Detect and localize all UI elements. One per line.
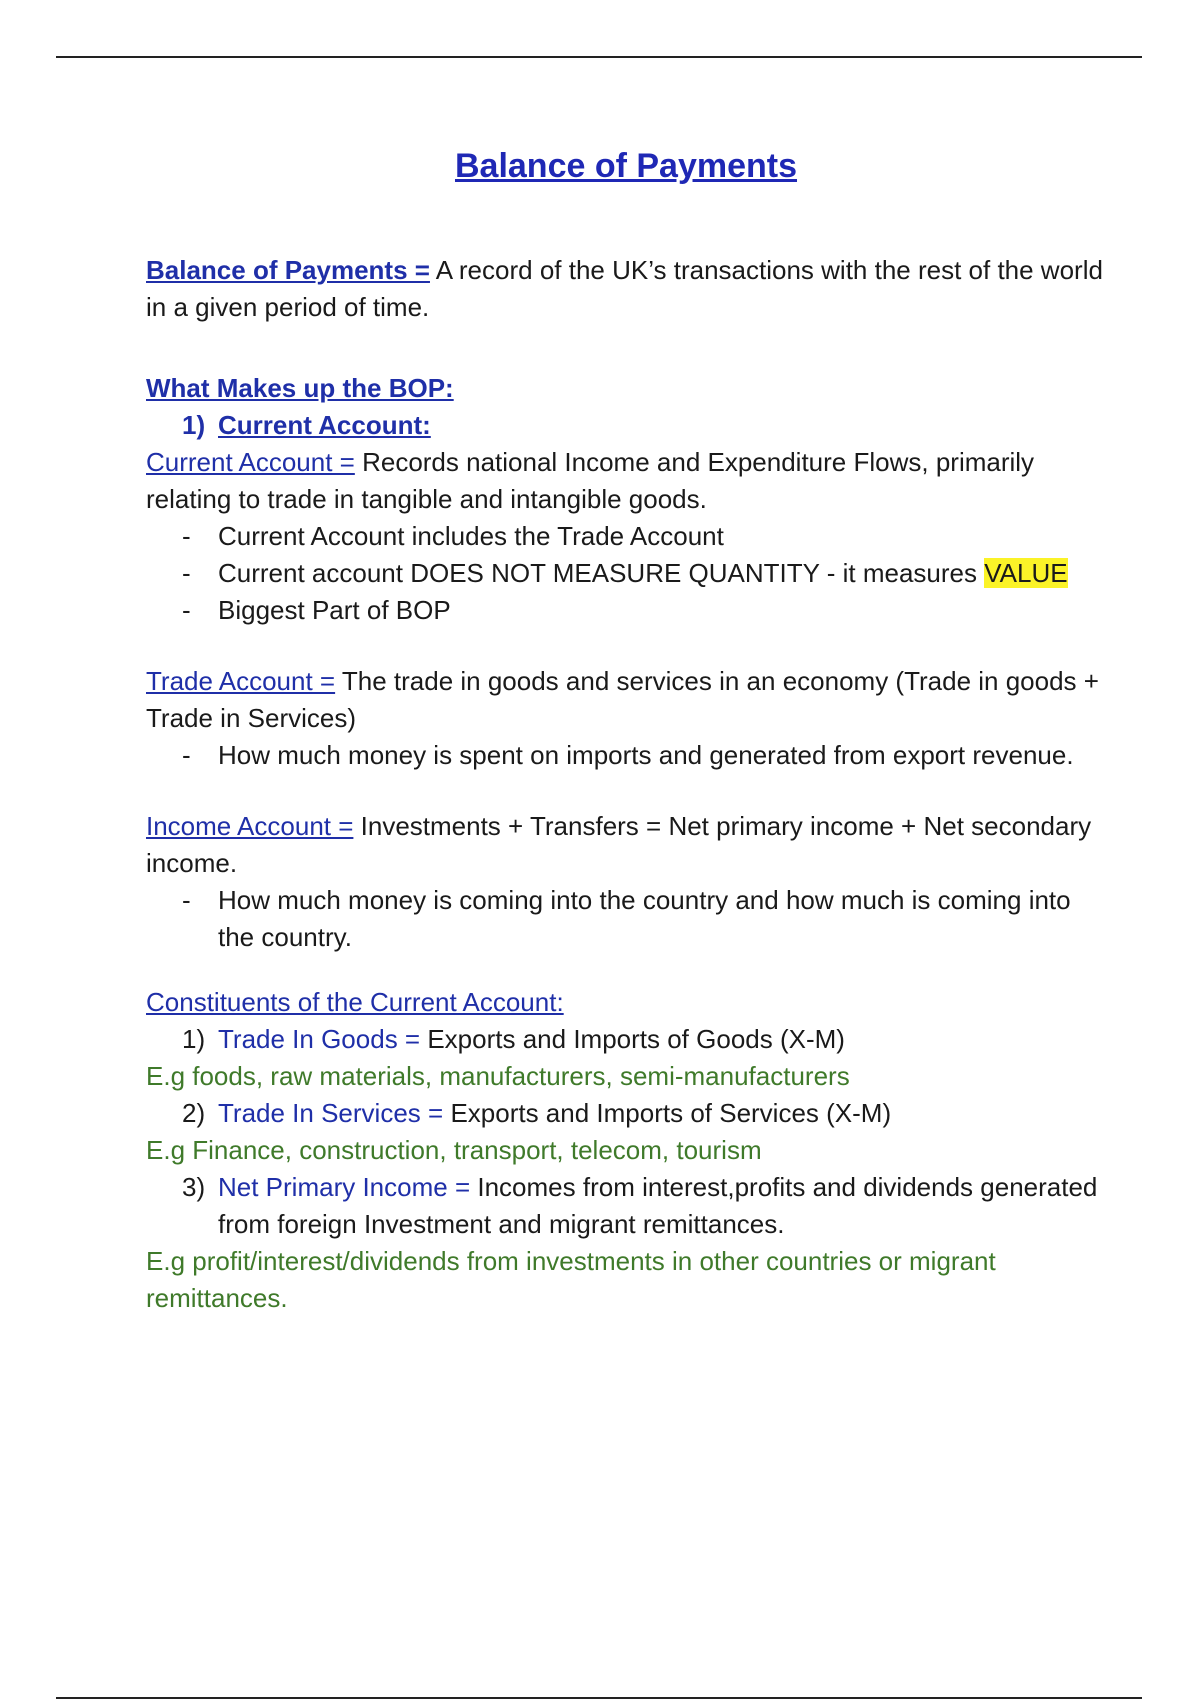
list-item xyxy=(146,592,1106,629)
income-account-text: Investments + Transfers = Net primary income + Net secondary income. xyxy=(146,811,1092,878)
constituent-number: 2) xyxy=(182,1098,206,1128)
bullet-text xyxy=(218,555,1106,592)
page-title: Balance of Payments xyxy=(454,147,798,185)
list-item xyxy=(146,737,1106,774)
constituent-term: Trade In Goods = xyxy=(218,1024,421,1054)
trade-account-text: The trade in goods and services in an economy (Trade in goods + Trade in Services) xyxy=(146,666,1099,733)
current-account-text: Records national Income and Expenditure Flows, primarily relating to trade in tangible and intangible goods. xyxy=(146,447,1035,514)
constituents-heading: Constituents of the Current Account: xyxy=(146,987,564,1017)
trade-account-definition xyxy=(146,663,1106,737)
bullet-dash: - xyxy=(182,740,191,770)
value-highlight: VALUE xyxy=(984,558,1068,588)
bullet-dash: - xyxy=(182,595,191,625)
list-item xyxy=(146,555,1106,592)
constituent-example: E.g Finance, construction, transport, telecom, tourism xyxy=(146,1135,762,1165)
bop-definition xyxy=(146,252,1106,326)
constituent-number: 1) xyxy=(182,1024,206,1054)
bottom-rule xyxy=(56,1697,1142,1699)
document-page xyxy=(146,140,1106,1317)
bop-definition-text: A record of the UK’s transactions with the rest of the world in a given period of time. xyxy=(146,255,1103,322)
constituent-item xyxy=(146,1021,1106,1058)
constituent-item xyxy=(146,1169,1106,1243)
bullet-text-main: Current account DOES NOT MEASURE QUANTITY - it measures xyxy=(218,558,978,588)
bop-heading: What Makes up the BOP: xyxy=(146,373,454,403)
constituent-text: Incomes from interest,profits and dividends generated from foreign Investment and migrant remittances. xyxy=(218,1172,1098,1239)
constituent-term: Trade In Services = xyxy=(218,1098,444,1128)
constituent-example: E.g profit/interest/dividends from investments in other countries or migrant remittances. xyxy=(146,1246,996,1313)
constituent-text: Exports and Imports of Services (X-M) xyxy=(450,1098,892,1128)
constituent-term: Net Primary Income = xyxy=(218,1172,471,1202)
bullet-text: How much money is spent on imports and generated from export revenue. xyxy=(218,740,1074,770)
current-account-heading xyxy=(146,407,1106,444)
top-rule xyxy=(56,56,1142,58)
bullet-text: Biggest Part of BOP xyxy=(218,595,451,625)
bullet-dash: - xyxy=(182,885,191,915)
income-account-definition xyxy=(146,808,1106,882)
current-account-heading-label: Current Account: xyxy=(218,410,431,440)
trade-account-term: Trade Account = xyxy=(146,666,336,696)
constituent-item xyxy=(146,1095,1106,1132)
bullet-dash: - xyxy=(182,521,191,551)
constituent-number: 3) xyxy=(182,1172,206,1202)
current-account-definition xyxy=(146,444,1106,518)
bop-definition-term: Balance of Payments = xyxy=(146,255,430,285)
constituent-text: Exports and Imports of Goods (X-M) xyxy=(427,1024,845,1054)
current-account-term: Current Account = xyxy=(146,447,355,477)
list-item xyxy=(146,882,1106,956)
bullet-dash: - xyxy=(182,558,191,588)
income-account-term: Income Account = xyxy=(146,811,354,841)
bullet-text: Current Account includes the Trade Account xyxy=(218,521,724,551)
bullet-text: How much money is coming into the country and how much is coming into the country. xyxy=(218,885,1071,952)
current-account-heading-number: 1) xyxy=(182,410,206,440)
list-item xyxy=(146,518,1106,555)
constituent-example: E.g foods, raw materials, manufacturers, semi-manufacturers xyxy=(146,1061,850,1091)
